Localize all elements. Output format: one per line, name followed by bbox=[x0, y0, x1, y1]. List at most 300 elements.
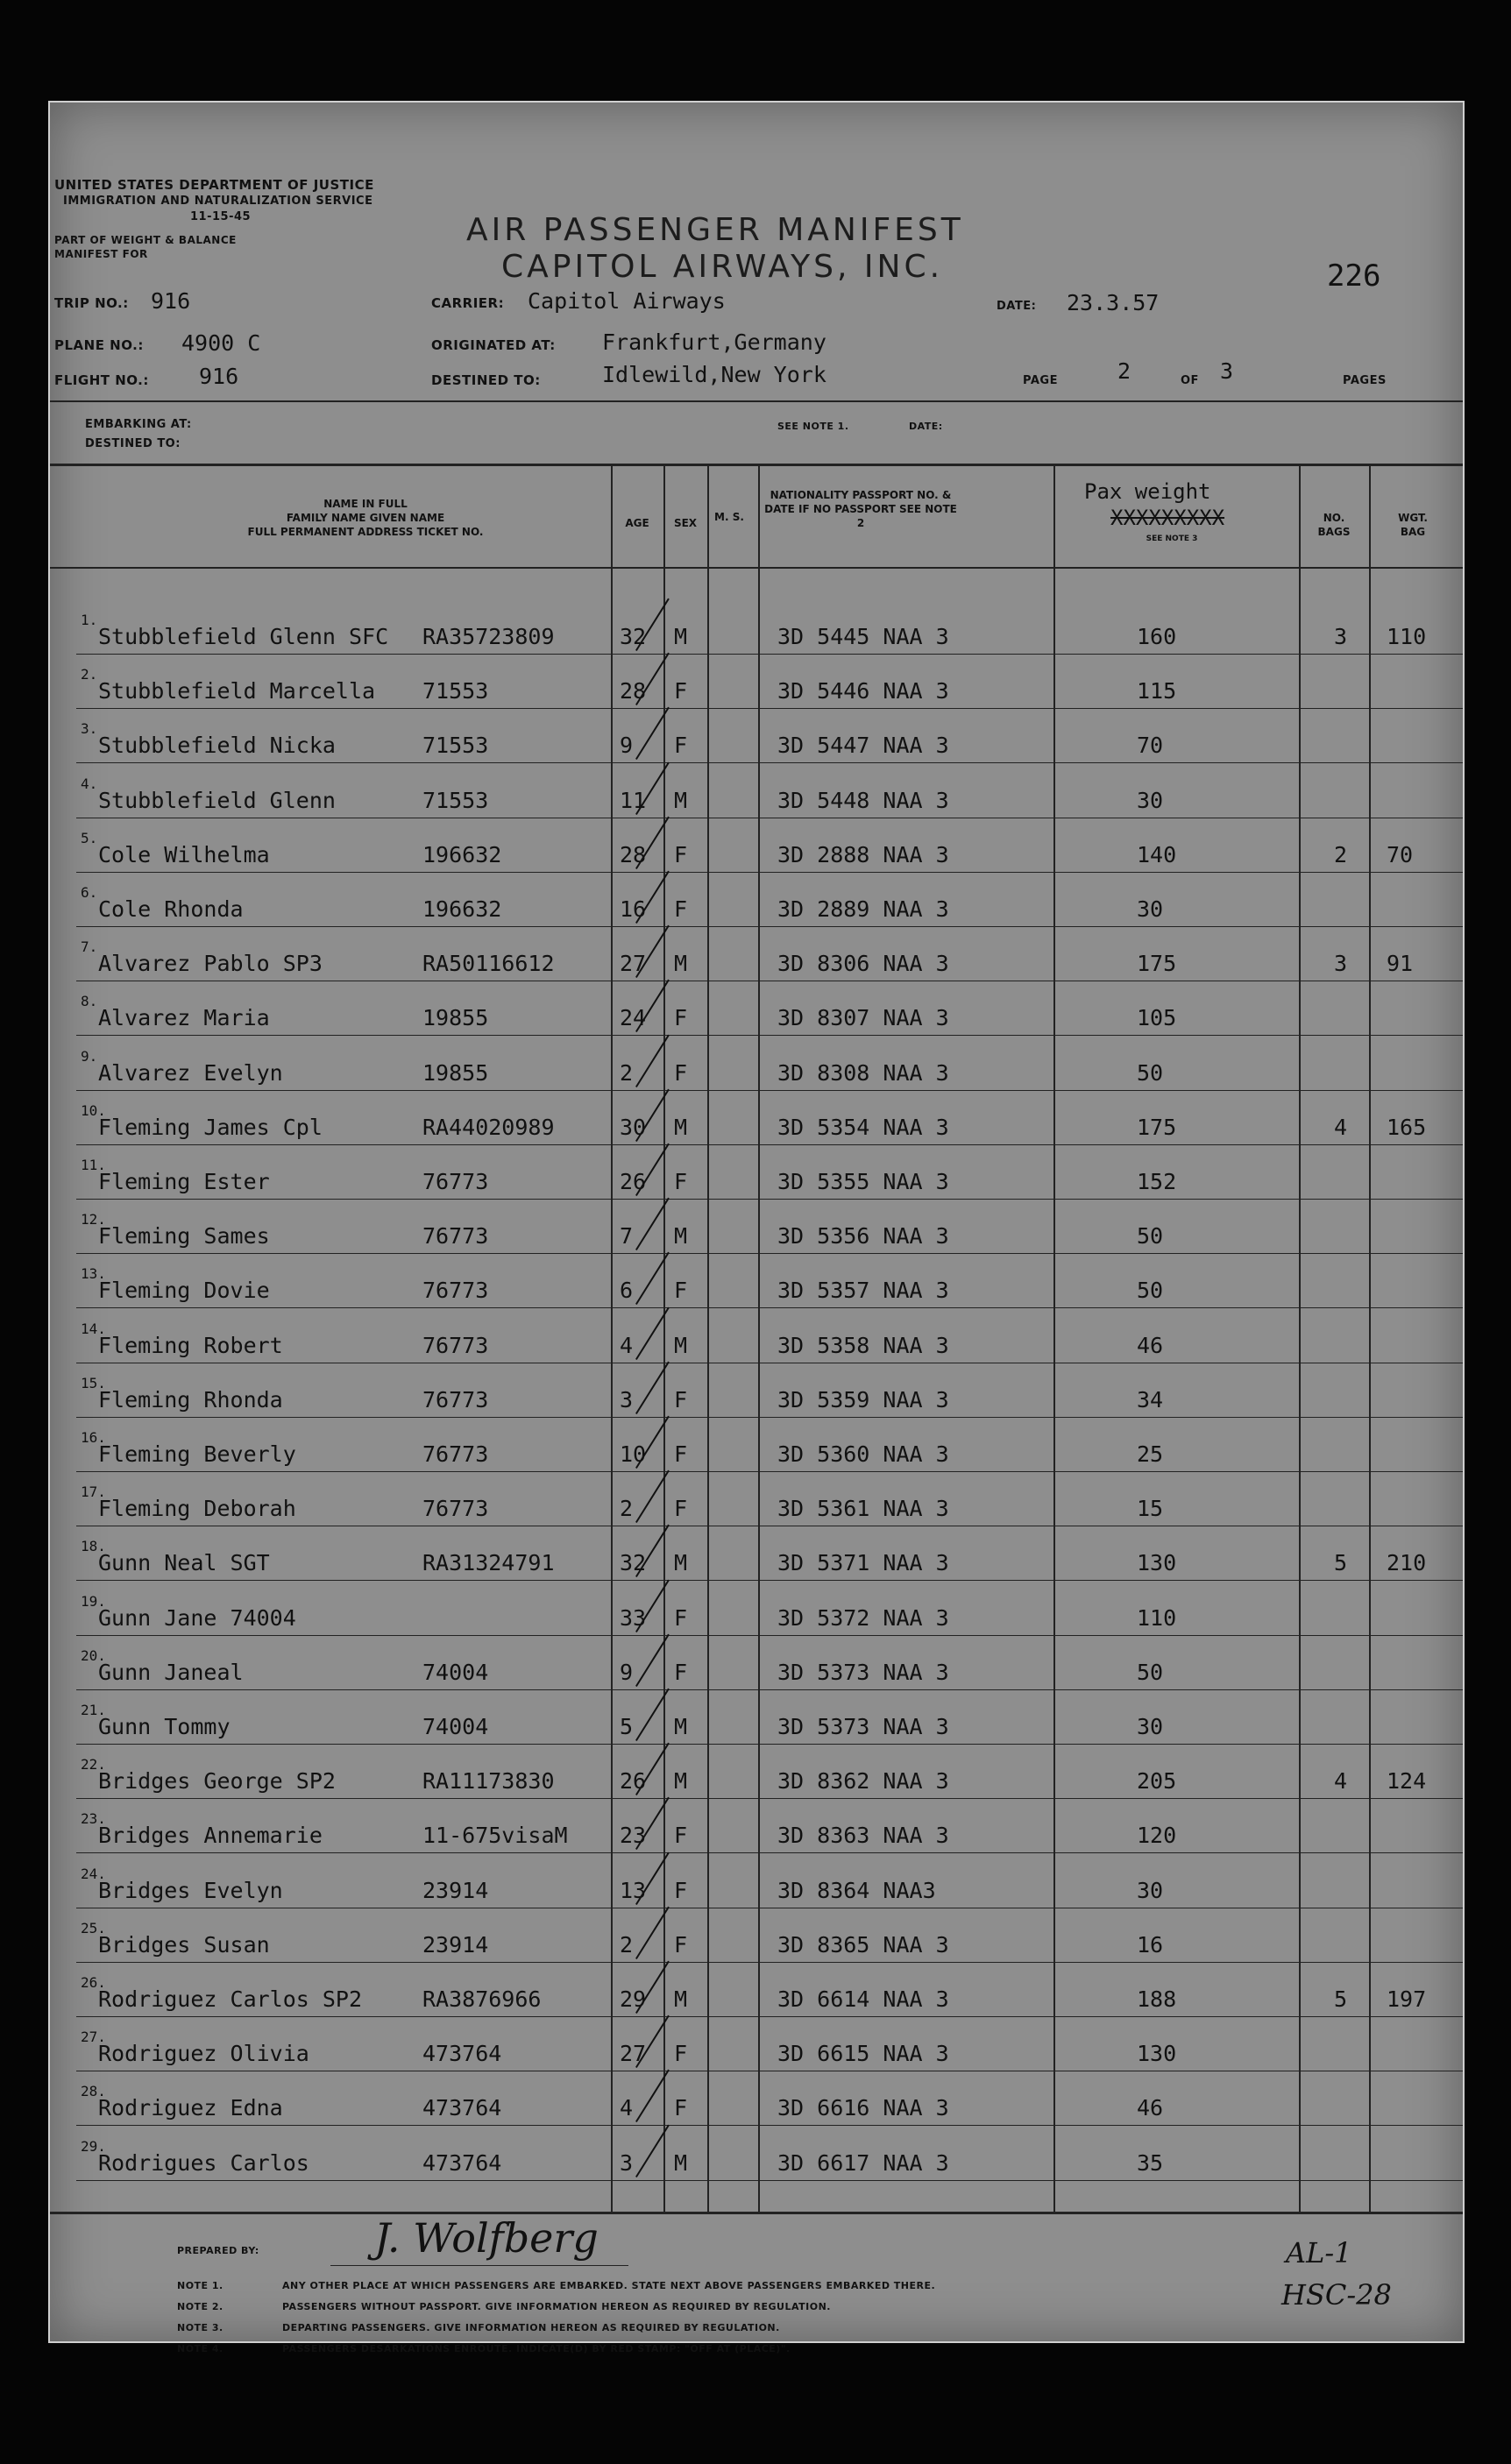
col-header-wgt-bag: WGT. BAG bbox=[1398, 512, 1428, 538]
passenger-age: 3 bbox=[620, 1386, 634, 1413]
bag-count: 4 bbox=[1334, 1114, 1348, 1140]
bag-count: 5 bbox=[1334, 1550, 1348, 1576]
passenger-age: 24 bbox=[620, 1005, 647, 1031]
row-number: 21. bbox=[81, 1702, 106, 1718]
ticket-number: 76773 bbox=[422, 1496, 489, 1522]
passenger-sex: M bbox=[674, 951, 688, 977]
row-number: 14. bbox=[81, 1320, 106, 1337]
col-header-nationality: NATIONALITY PASSPORT NO. & DATE IF NO PASSPORT SEE NOTE 2 bbox=[764, 489, 957, 529]
col-header-ms: M. S. bbox=[714, 511, 744, 523]
passenger-sex: F bbox=[674, 1931, 688, 1958]
signature-line bbox=[330, 2265, 628, 2266]
passport-number: 3D 5446 NAA 3 bbox=[777, 678, 949, 705]
passenger-sex: F bbox=[674, 1386, 688, 1413]
ticket-number: 19855 bbox=[422, 1059, 489, 1086]
passenger-name: Fleming Rhonda bbox=[98, 1386, 283, 1413]
page-value: 2 bbox=[1117, 358, 1131, 384]
note-1-text: ANY OTHER PLACE AT WHICH PASSENGERS ARE EMBARKED. STATE NEXT ABOVE PASSENGERS EMBARKED THERE. bbox=[282, 2280, 936, 2291]
table-top-line bbox=[50, 464, 1463, 466]
passenger-age: 27 bbox=[620, 2041, 647, 2067]
ticket-number: 74004 bbox=[422, 1714, 489, 1739]
row-number: 23. bbox=[81, 1810, 106, 1828]
ticket-number: RA50116612 bbox=[422, 951, 555, 977]
passenger-name: Fleming Ester bbox=[98, 1169, 270, 1194]
ticket-number: RA35723809 bbox=[422, 624, 555, 649]
passenger-sex: F bbox=[674, 841, 688, 867]
pax-weight: 50 bbox=[1137, 1659, 1164, 1685]
pax-weight: 50 bbox=[1137, 1223, 1164, 1250]
handwritten-note-1: AL-1 bbox=[1286, 2236, 1352, 2269]
passenger-age: 23 bbox=[620, 1823, 647, 1849]
pax-weight: 110 bbox=[1137, 1604, 1177, 1631]
passenger-age: 32 bbox=[620, 1550, 647, 1576]
destined-value: Idlewild,New York bbox=[602, 362, 826, 387]
table-header-line bbox=[50, 567, 1463, 569]
row-number: 19. bbox=[81, 1592, 106, 1610]
passenger-age: 2 bbox=[620, 1059, 634, 1086]
pax-weight: 175 bbox=[1137, 1114, 1177, 1140]
passport-number: 3D 2889 NAA 3 bbox=[777, 896, 949, 922]
passenger-age: 5 bbox=[620, 1714, 634, 1739]
ticket-number: 473764 bbox=[422, 2041, 502, 2067]
row-number: 15. bbox=[81, 1374, 106, 1391]
pax-weight: 152 bbox=[1137, 1169, 1177, 1194]
pax-weight: 120 bbox=[1137, 1823, 1177, 1849]
row-rule bbox=[76, 1635, 1463, 1636]
passport-number: 3D 5372 NAA 3 bbox=[777, 1604, 949, 1631]
row-rule bbox=[76, 1580, 1463, 1581]
prepared-by-label: PREPARED BY: bbox=[177, 2245, 259, 2256]
trip-no-label: TRIP NO.: bbox=[54, 295, 129, 311]
passenger-age: 29 bbox=[620, 1986, 647, 2012]
ticket-number: 76773 bbox=[422, 1278, 489, 1304]
passenger-age: 11 bbox=[620, 787, 647, 813]
row-rule bbox=[76, 1962, 1463, 1963]
row-rule bbox=[76, 2180, 1463, 2181]
plane-no-label: PLANE NO.: bbox=[54, 337, 144, 353]
passport-number: 3D 5359 NAA 3 bbox=[777, 1386, 949, 1413]
col-line-nationality bbox=[758, 464, 760, 2212]
passenger-sex: M bbox=[674, 1714, 688, 1739]
dept-line-1: UNITED STATES DEPARTMENT OF JUSTICE bbox=[54, 177, 374, 193]
ticket-number: 76773 bbox=[422, 1386, 489, 1413]
passenger-name: Stubblefield Nicka bbox=[98, 733, 336, 759]
ticket-number: 196632 bbox=[422, 896, 502, 922]
ticket-number: 76773 bbox=[422, 1332, 489, 1358]
passenger-sex: M bbox=[674, 2149, 688, 2176]
row-rule bbox=[76, 2125, 1463, 2126]
ticket-number: 23914 bbox=[422, 1931, 489, 1958]
row-number: 1. bbox=[81, 612, 98, 628]
ticket-number: 71553 bbox=[422, 678, 489, 705]
passenger-sex: F bbox=[674, 1823, 688, 1849]
passport-number: 3D 8362 NAA 3 bbox=[777, 1768, 949, 1795]
bag-count: 3 bbox=[1334, 624, 1348, 649]
passenger-sex: F bbox=[674, 1005, 688, 1031]
flight-no-value: 916 bbox=[199, 364, 239, 389]
row-rule bbox=[76, 1090, 1463, 1091]
passenger-age: 4 bbox=[620, 1332, 634, 1358]
col-header-sex: SEX bbox=[673, 517, 698, 529]
of-value: 3 bbox=[1220, 358, 1234, 384]
row-rule bbox=[76, 1471, 1463, 1472]
dept-line-3: 11-15-45 bbox=[190, 210, 252, 223]
bag-weight: 197 bbox=[1387, 1986, 1427, 2012]
pax-weight: 34 bbox=[1137, 1386, 1164, 1413]
dept-line-2: IMMIGRATION AND NATURALIZATION SERVICE bbox=[63, 195, 373, 208]
passport-number: 3D 8306 NAA 3 bbox=[777, 951, 949, 977]
prepared-by-signature: J. Wolfberg bbox=[374, 2214, 599, 2262]
row-number: 5. bbox=[81, 829, 98, 846]
passport-number: 3D 5361 NAA 3 bbox=[777, 1496, 949, 1522]
table-bottom-line bbox=[50, 2212, 1463, 2214]
passenger-name: Gunn Neal SGT bbox=[98, 1550, 270, 1576]
col-line-age bbox=[611, 464, 613, 2212]
col-line-wgt bbox=[1369, 464, 1371, 2212]
passenger-name: Rodriguez Olivia bbox=[98, 2041, 309, 2067]
passenger-age: 4 bbox=[620, 2095, 634, 2121]
pax-weight: 188 bbox=[1137, 1986, 1177, 2012]
note-3-label: NOTE 3. bbox=[177, 2322, 223, 2333]
ticket-number: 19855 bbox=[422, 1005, 489, 1031]
row-number: 11. bbox=[81, 1157, 106, 1173]
col-header-pax-weight-struck: XXXXXXXXX bbox=[1110, 506, 1225, 530]
passenger-age: 28 bbox=[620, 678, 647, 705]
passenger-name: Rodriguez Carlos SP2 bbox=[98, 1986, 363, 2012]
passport-number: 3D 5357 NAA 3 bbox=[777, 1278, 949, 1304]
row-rule bbox=[76, 1852, 1463, 1853]
passenger-name: Fleming Dovie bbox=[98, 1278, 270, 1304]
passport-number: 3D 5354 NAA 3 bbox=[777, 1114, 949, 1140]
passenger-name: Bridges Annemarie bbox=[98, 1823, 323, 1849]
passenger-name: Stubblefield Glenn SFC bbox=[98, 624, 389, 649]
passenger-name: Cole Wilhelma bbox=[98, 841, 270, 867]
pax-weight: 30 bbox=[1137, 896, 1164, 922]
passenger-sex: F bbox=[674, 1169, 688, 1194]
row-number: 20. bbox=[81, 1646, 106, 1664]
row-number: 17. bbox=[81, 1483, 106, 1501]
row-number: 4. bbox=[81, 775, 98, 792]
col-line-weight bbox=[1053, 464, 1055, 2212]
row-number: 7. bbox=[81, 938, 98, 956]
passenger-age: 33 bbox=[620, 1604, 647, 1631]
row-number: 25. bbox=[81, 1919, 106, 1937]
passenger-name: Alvarez Evelyn bbox=[98, 1059, 283, 1086]
bag-weight: 210 bbox=[1387, 1550, 1427, 1576]
row-number: 3. bbox=[81, 720, 98, 738]
passport-number: 3D 8307 NAA 3 bbox=[777, 1005, 949, 1031]
ticket-number: RA11173830 bbox=[422, 1768, 555, 1795]
bag-weight: 110 bbox=[1387, 624, 1427, 649]
passenger-sex: M bbox=[674, 787, 688, 813]
carrier-label: CARRIER: bbox=[431, 295, 505, 311]
ticket-number: 76773 bbox=[422, 1223, 489, 1250]
passenger-sex: F bbox=[674, 678, 688, 705]
row-number: 2. bbox=[81, 666, 98, 683]
col-header-bags: NO. BAGS bbox=[1317, 512, 1351, 538]
pax-weight: 30 bbox=[1137, 1714, 1164, 1739]
passport-number: 3D 5448 NAA 3 bbox=[777, 787, 949, 813]
row-number: 16. bbox=[81, 1429, 106, 1446]
row-rule bbox=[76, 1798, 1463, 1799]
col-line-ms bbox=[707, 464, 709, 2212]
passenger-sex: M bbox=[674, 1223, 688, 1250]
carrier-value: Capitol Airways bbox=[528, 288, 726, 314]
note-2-text: PASSENGERS WITHOUT PASSPORT. GIVE INFORMATION HEREON AS REQUIRED BY REGULATION. bbox=[282, 2301, 831, 2312]
passport-number: 3D 8365 NAA 3 bbox=[777, 1931, 949, 1958]
date-label: DATE: bbox=[997, 300, 1037, 313]
ticket-number: 71553 bbox=[422, 787, 489, 813]
passenger-age: 26 bbox=[620, 1169, 647, 1194]
passenger-sex: M bbox=[674, 1986, 688, 2012]
passenger-name: Gunn Tommy bbox=[98, 1714, 231, 1739]
trip-no-value: 916 bbox=[151, 288, 191, 314]
row-rule bbox=[76, 926, 1463, 927]
flight-no-label: FLIGHT NO.: bbox=[54, 372, 149, 388]
pax-weight: 50 bbox=[1137, 1059, 1164, 1086]
see-note-1: SEE NOTE 1. bbox=[777, 421, 849, 432]
col-line-bags bbox=[1299, 464, 1301, 2212]
passport-number: 3D 5356 NAA 3 bbox=[777, 1223, 949, 1250]
of-label: OF bbox=[1181, 374, 1199, 387]
row-number: 6. bbox=[81, 884, 98, 901]
pages-label: PAGES bbox=[1343, 374, 1387, 387]
bag-weight: 70 bbox=[1387, 841, 1414, 867]
note-4-label: NOTE 4. bbox=[177, 2343, 223, 2354]
bag-weight: 91 bbox=[1387, 951, 1414, 977]
passenger-sex: F bbox=[674, 1278, 688, 1304]
passenger-name: Rodrigues Carlos bbox=[98, 2149, 309, 2176]
passport-number: 3D 5445 NAA 3 bbox=[777, 624, 949, 649]
row-number: 28. bbox=[81, 2083, 106, 2100]
passenger-age: 32 bbox=[620, 624, 647, 649]
ticket-number: 71553 bbox=[422, 733, 489, 759]
ticket-number: RA31324791 bbox=[422, 1550, 555, 1576]
bag-weight: 124 bbox=[1387, 1768, 1427, 1795]
passenger-name: Bridges George SP2 bbox=[98, 1768, 336, 1795]
ticket-number: RA44020989 bbox=[422, 1114, 555, 1140]
pax-weight: 70 bbox=[1137, 733, 1164, 759]
col-header-pax-weight: Pax weight bbox=[1084, 479, 1211, 504]
pax-weight: 30 bbox=[1137, 1877, 1164, 1903]
note-2-label: NOTE 2. bbox=[177, 2301, 223, 2312]
ticket-number: 76773 bbox=[422, 1441, 489, 1467]
pax-weight: 30 bbox=[1137, 787, 1164, 813]
passenger-name: Stubblefield Marcella bbox=[98, 678, 376, 705]
pax-weight: 175 bbox=[1137, 951, 1177, 977]
passenger-age: 10 bbox=[620, 1441, 647, 1467]
passenger-age: 27 bbox=[620, 951, 647, 977]
passport-number: 3D 5355 NAA 3 bbox=[777, 1169, 949, 1194]
passenger-name: Cole Rhonda bbox=[98, 896, 244, 922]
col-header-age: AGE bbox=[625, 517, 649, 529]
passenger-age: 30 bbox=[620, 1114, 647, 1140]
bag-count: 5 bbox=[1334, 1986, 1348, 2012]
row-number: 8. bbox=[81, 993, 98, 1010]
originated-label: ORIGINATED AT: bbox=[431, 337, 556, 353]
note-4-text: PASSENGERS DESARKATIONS ENROUTE. INDICATE(D) BY RED STAMP: "OFF AT (PLACE)". bbox=[282, 2343, 791, 2354]
passenger-sex: M bbox=[674, 1550, 688, 1576]
row-number: 13. bbox=[81, 1265, 106, 1283]
pax-weight: 25 bbox=[1137, 1441, 1164, 1467]
handwritten-note-2: HSC-28 bbox=[1281, 2278, 1392, 2312]
passenger-sex: F bbox=[674, 1059, 688, 1086]
passenger-name: Alvarez Maria bbox=[98, 1005, 270, 1031]
plane-no-value: 4900 C bbox=[181, 330, 261, 356]
manifest-sheet bbox=[48, 101, 1465, 2354]
passenger-age: 9 bbox=[620, 733, 634, 759]
passport-number: 3D 5447 NAA 3 bbox=[777, 733, 949, 759]
bag-count: 4 bbox=[1334, 1768, 1348, 1795]
passenger-sex: F bbox=[674, 1441, 688, 1467]
passenger-sex: M bbox=[674, 624, 688, 649]
row-rule bbox=[76, 1744, 1463, 1745]
passenger-age: 9 bbox=[620, 1659, 634, 1685]
pax-weight: 35 bbox=[1137, 2149, 1164, 2176]
pax-weight: 130 bbox=[1137, 1550, 1177, 1576]
airline-title: CAPITOL AIRWAYS, INC. bbox=[501, 249, 944, 285]
row-number: 12. bbox=[81, 1211, 106, 1228]
passport-number: 3D 8308 NAA 3 bbox=[777, 1059, 949, 1086]
bag-count: 3 bbox=[1334, 951, 1348, 977]
pax-weight: 160 bbox=[1137, 624, 1177, 649]
passenger-sex: M bbox=[674, 1768, 688, 1795]
passenger-sex: F bbox=[674, 1496, 688, 1522]
date-value: 23.3.57 bbox=[1067, 290, 1160, 315]
row-rule bbox=[76, 1689, 1463, 1690]
passenger-age: 2 bbox=[620, 1931, 634, 1958]
row-number: 22. bbox=[81, 1756, 106, 1774]
pax-weight: 16 bbox=[1137, 1931, 1164, 1958]
passenger-sex: F bbox=[674, 733, 688, 759]
row-number: 18. bbox=[81, 1538, 106, 1555]
passport-number: 3D 5373 NAA 3 bbox=[777, 1714, 949, 1739]
passenger-sex: M bbox=[674, 1114, 688, 1140]
passport-number: 3D 6617 NAA 3 bbox=[777, 2149, 949, 2176]
passenger-sex: F bbox=[674, 2095, 688, 2121]
row-rule bbox=[76, 872, 1463, 873]
passenger-name: Bridges Evelyn bbox=[98, 1877, 283, 1903]
passport-number: 3D 6615 NAA 3 bbox=[777, 2041, 949, 2067]
ticket-number: RA3876966 bbox=[422, 1986, 542, 2012]
pax-weight: 205 bbox=[1137, 1768, 1177, 1795]
part-of-line-1: PART OF WEIGHT & BALANCE bbox=[54, 234, 237, 246]
row-number: 24. bbox=[81, 1865, 106, 1882]
row-rule bbox=[76, 2016, 1463, 2017]
passenger-sex: F bbox=[674, 2041, 688, 2067]
part-of-line-2: MANIFEST FOR bbox=[54, 248, 148, 260]
date2-label: DATE: bbox=[909, 421, 943, 432]
row-number: 29. bbox=[81, 2137, 106, 2155]
note-1-label: NOTE 1. bbox=[177, 2280, 223, 2291]
header-divider bbox=[50, 400, 1463, 402]
passenger-age: 26 bbox=[620, 1768, 647, 1795]
pax-weight: 130 bbox=[1137, 2041, 1177, 2067]
passport-number: 3D 5360 NAA 3 bbox=[777, 1441, 949, 1467]
passenger-age: 28 bbox=[620, 841, 647, 867]
row-number: 27. bbox=[81, 2029, 106, 2046]
passenger-age: 7 bbox=[620, 1223, 634, 1250]
col-line-sex bbox=[663, 464, 665, 2212]
passenger-name: Fleming Deborah bbox=[98, 1496, 296, 1522]
passport-number: 3D 5373 NAA 3 bbox=[777, 1659, 949, 1685]
pax-weight: 105 bbox=[1137, 1005, 1177, 1031]
row-rule bbox=[76, 1199, 1463, 1200]
row-rule bbox=[76, 1417, 1463, 1418]
passport-number: 3D 8364 NAA3 bbox=[777, 1877, 936, 1903]
note-3-text: DEPARTING PASSENGERS. GIVE INFORMATION HEREON AS REQUIRED BY REGULATION. bbox=[282, 2322, 780, 2333]
row-rule bbox=[76, 1307, 1463, 1308]
passenger-name: Alvarez Pablo SP3 bbox=[98, 951, 323, 977]
passenger-name: Rodriguez Edna bbox=[98, 2095, 283, 2121]
ticket-number: 11-675visaM bbox=[422, 1823, 568, 1849]
passport-number: 3D 8363 NAA 3 bbox=[777, 1823, 949, 1849]
row-number: 9. bbox=[81, 1047, 98, 1065]
passenger-sex: F bbox=[674, 896, 688, 922]
row-rule bbox=[76, 1035, 1463, 1036]
passenger-sex: M bbox=[674, 1332, 688, 1358]
col-header-name: NAME IN FULL FAMILY NAME GIVEN NAME FULL PERMANENT ADDRESS TICKET NO. bbox=[247, 498, 484, 538]
pax-weight: 140 bbox=[1137, 841, 1177, 867]
passenger-name: Gunn Jane 74004 bbox=[98, 1604, 296, 1631]
passenger-name: Fleming Robert bbox=[98, 1332, 283, 1358]
passenger-name: Stubblefield Glenn bbox=[98, 787, 336, 813]
passenger-name: Bridges Susan bbox=[98, 1931, 270, 1958]
ticket-number: 196632 bbox=[422, 841, 502, 867]
manifest-title: AIR PASSENGER MANIFEST bbox=[466, 212, 964, 248]
pax-weight: 46 bbox=[1137, 2095, 1164, 2121]
page-label: PAGE bbox=[1023, 374, 1058, 387]
destined-label: DESTINED TO: bbox=[431, 372, 541, 388]
embarking-label: EMBARKING AT: bbox=[85, 418, 192, 431]
bag-weight: 165 bbox=[1387, 1114, 1427, 1140]
passport-number: 3D 5371 NAA 3 bbox=[777, 1550, 949, 1576]
passenger-age: 2 bbox=[620, 1496, 634, 1522]
passenger-age: 6 bbox=[620, 1278, 634, 1304]
page-number-stamp: 226 bbox=[1327, 258, 1381, 294]
ticket-number: 74004 bbox=[422, 1659, 489, 1685]
pax-weight: 46 bbox=[1137, 1332, 1164, 1358]
passport-number: 3D 6616 NAA 3 bbox=[777, 2095, 949, 2121]
passenger-name: Fleming James Cpl bbox=[98, 1114, 323, 1140]
passport-number: 3D 5358 NAA 3 bbox=[777, 1332, 949, 1358]
row-rule bbox=[76, 762, 1463, 763]
ticket-number: 23914 bbox=[422, 1877, 489, 1903]
ticket-number: 76773 bbox=[422, 1169, 489, 1194]
originated-value: Frankfurt,Germany bbox=[602, 329, 826, 355]
row-number: 26. bbox=[81, 1974, 106, 1991]
pax-weight: 50 bbox=[1137, 1278, 1164, 1304]
passenger-age: 16 bbox=[620, 896, 647, 922]
passenger-name: Gunn Janeal bbox=[98, 1659, 244, 1685]
bag-count: 2 bbox=[1334, 841, 1348, 867]
passenger-name: Fleming Beverly bbox=[98, 1441, 296, 1467]
ticket-number: 473764 bbox=[422, 2149, 502, 2176]
row-rule bbox=[76, 1253, 1463, 1254]
col-header-see-note3: SEE NOTE 3 bbox=[1146, 535, 1198, 543]
passport-number: 3D 6614 NAA 3 bbox=[777, 1986, 949, 2012]
pax-weight: 115 bbox=[1137, 678, 1177, 705]
row-rule bbox=[76, 708, 1463, 709]
passenger-age: 13 bbox=[620, 1877, 647, 1903]
row-number: 10. bbox=[81, 1101, 106, 1119]
passenger-age: 3 bbox=[620, 2149, 634, 2176]
passenger-sex: F bbox=[674, 1659, 688, 1685]
row-rule bbox=[76, 1144, 1463, 1145]
destined2-label: DESTINED TO: bbox=[85, 437, 181, 450]
passenger-name: Fleming Sames bbox=[98, 1223, 270, 1250]
row-rule bbox=[76, 654, 1463, 655]
